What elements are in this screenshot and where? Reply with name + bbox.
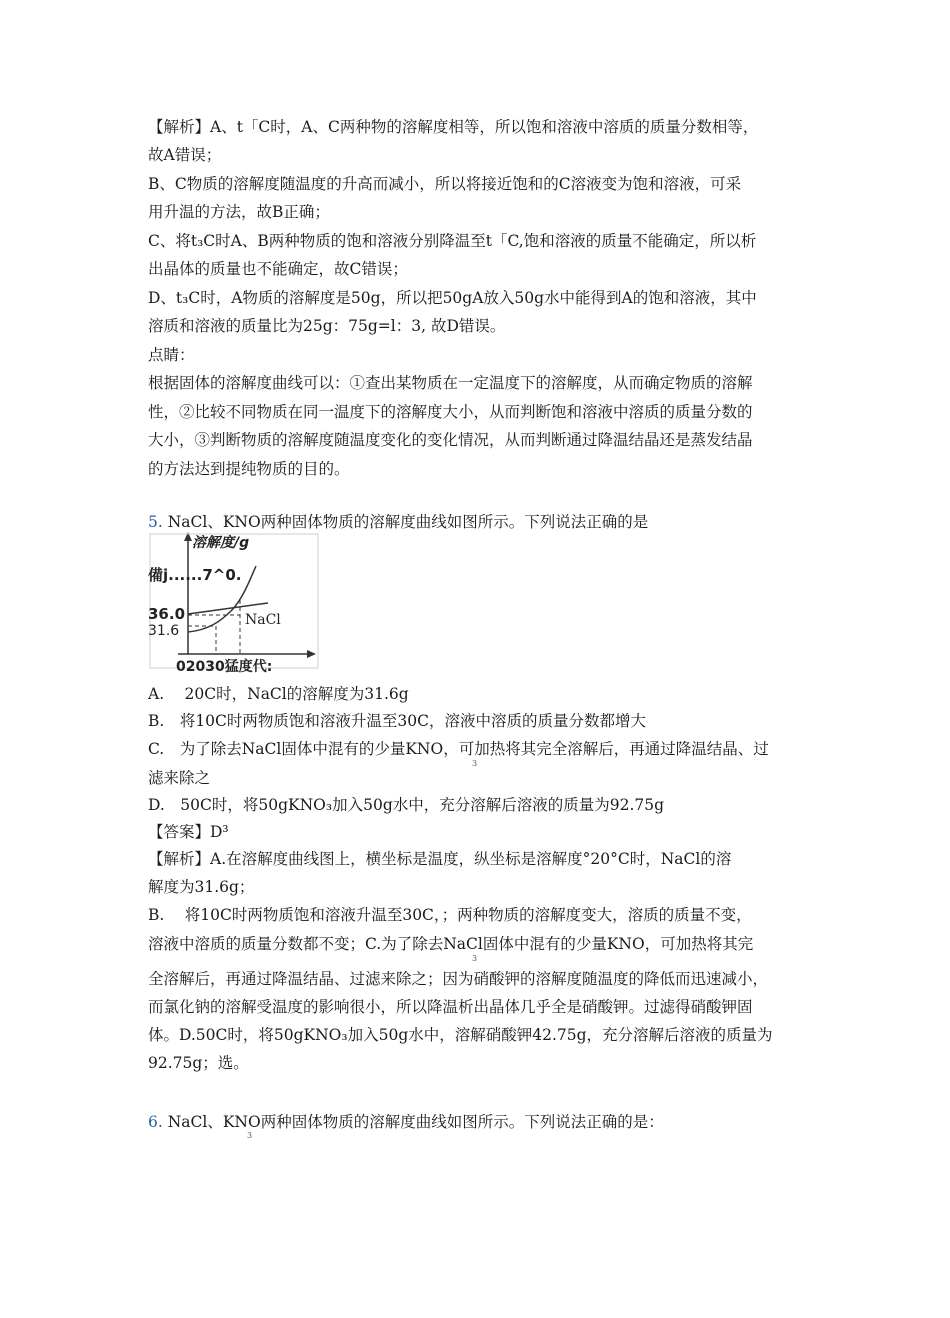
question-stem [148,512,648,532]
analysis-line: 解度为31.6g； [148,878,255,896]
solubility-figure [148,530,323,675]
analysis-line: 92.75g；选。 [148,1054,249,1072]
analysis-line: 体。D.50C时，将50gKNO₃加入50g水中，溶解硝酸钾42.75g，充分溶解后溶液的质量为 [148,1026,773,1044]
analysis-line: 故A错误； [148,146,222,164]
question-stem [148,1112,664,1132]
analysis-line: 【解析】A.在溶解度曲线图上，横坐标是温度，纵坐标是溶解度°20°C时，NaCl的溶 [148,850,732,868]
analysis-line: D、t₃C时，A物质的溶解度是50g，所以把50gA放入50g水中能得到A的饱和溶液，其中 [148,289,757,307]
x-axis-arrow [307,650,316,658]
tip-line: 根据固体的溶解度曲线可以：①查出某物质在一定温度下的溶解度，从而确定物质的溶解 [148,374,753,392]
subscript-3: 3 [472,759,478,768]
analysis-line: 溶液中溶质的质量分数都不变；C.为了除去NaCl固体中混有的少量KNO，可加热将其完 [148,935,754,953]
nacl-label: NaCl [245,612,281,628]
option-d: D. 50C时，将50gKNO₃加入50g水中，充分溶解后溶液的质量为92.75g [148,796,665,814]
tip-line: 的方法达到提纯物质的目的。 [148,460,350,478]
analysis-line: B、C物质的溶解度随温度的升高而减小，所以将接近饱和的C溶液变为饱和溶液，可采 [148,175,742,193]
option-b: B. 将10C时两物质饱和溶液升温至30C，溶液中溶质的质量分数都增大 [148,712,646,730]
option-a: A. 20C时，NaCl的溶解度为31.6g [148,685,409,703]
analysis-line: 出晶体的质量也不能确定，故C错误； [148,260,408,278]
analysis-line: 用升温的方法，故B正确； [148,203,330,221]
analysis-line: 【解析】A、t「C时，A、C两种物的溶解度相等，所以饱和溶液中溶质的质量分数相等， [148,118,759,136]
analysis-line: 而氯化钠的溶解受温度的影响很小，所以降温析出晶体几乎全是硝酸钾。过滤得硝酸钾固 [148,998,753,1016]
option-c: C. 为了除去NaCl固体中混有的少量KNO，可加热将其完全溶解后，再通过降温结晶、过 [148,740,769,758]
question-number: 5. [148,513,163,531]
subscript-3: 3 [247,1131,253,1140]
tick-label-316: 31.6 [148,623,180,639]
y-axis-arrow [184,532,192,541]
option-c-cont: 滤来除之 [148,769,211,787]
figure-label-top: 備j......7^0. [148,566,242,584]
tip-line: 性，②比较不同物质在同一温度下的溶解度大小，从而判断饱和溶液中溶质的质量分数的 [148,403,753,421]
question-text: NaCl、KNO两种固体物质的溶解度曲线如图所示。下列说法正确的是： [167,1113,664,1131]
subscript-3: 3 [472,954,478,963]
analysis-line: B. 将10C时两物质饱和溶液升温至30C，；两种物质的溶解度变大，溶质的质量不变， [148,906,752,924]
analysis-line: C、将t₃C时A、B两种物质的饱和溶液分别降温至t「C,饱和溶液的质量不能确定，所以析 [148,232,757,250]
x-axis-label: 02030猛度代: [176,659,273,675]
analysis-line: 全溶解后，再通过降温结晶、过滤来除之；因为硝酸钾的溶解度随温度的降低而迅速减小， [148,970,769,988]
figure-border [150,534,318,668]
y-axis-label: 溶解度/g [192,535,250,551]
answer: 【答案】D³ [148,823,229,841]
analysis-line: 溶质和溶液的质量比为25g：75g=l：3, 故D错误。 [148,317,506,335]
question-text: NaCl、KNO两种固体物质的溶解度曲线如图所示。下列说法正确的是 [167,513,649,531]
question-number: 6. [148,1113,163,1131]
tip-heading: 点睛： [148,346,195,364]
tip-line: 大小，③判断物质的溶解度随温度变化的变化情况，从而判断通过降温结晶还是蒸发结晶 [148,431,753,449]
tick-label-36: 36.0 [148,605,186,623]
